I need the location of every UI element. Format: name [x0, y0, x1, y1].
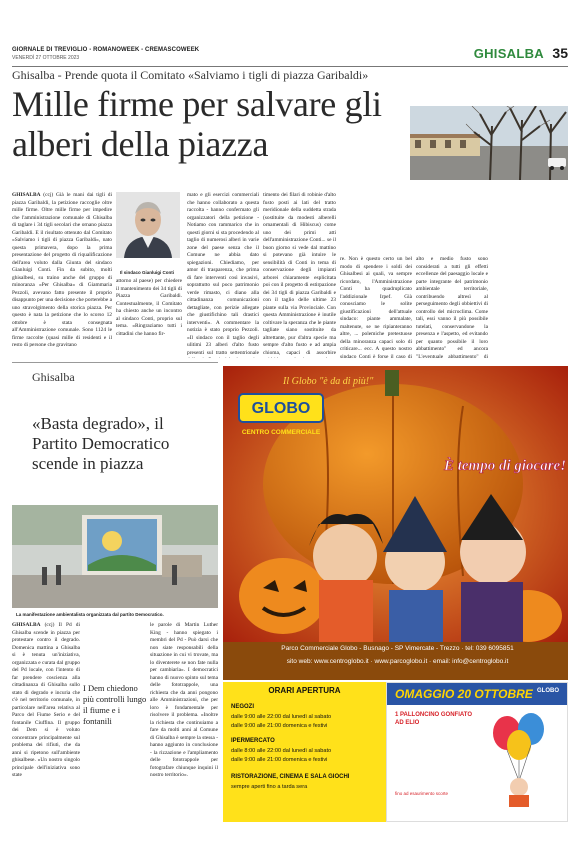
mayor-photo-caption: Il sindaco Gianluigi Conti [120, 270, 175, 275]
ad-headline: È tempo di giocare! [443, 458, 567, 474]
article1-column-2: attorno al paese) per chiedere il mantenimento dei 34 tigli di Piazza Garibaldi. Contestualmente, il Comitato ha chiesto anche un incontro al sindaco Conti, proprio sul tema. «Ringraziamo tutti i cittadini che hanno fir- [116, 278, 182, 337]
article1-kicker: Ghisalba - Prende quota il Comitato «Salviamo i tigli di piazza Garibaldi» [12, 68, 369, 82]
article1-column-5: re. Non è questo certo un bel modo di spendere i soldi dei Ghisalbesi ai quali, va sempre ricordato, l'Amministrazione Conti ha quadruplicato l'addizionale Irpef. Già conosciamo le solite giustificazioni dell'attuale sindaco: piante ammalate, maltenute, se ne ripianteranno altre, ... polemiche pretestuose della minoranza capaci solo di criticare... ecc. A questo nostro sindaco Conti è forse il caso di [340, 256, 412, 358]
promo-title: OMAGGIO 20 OTTOBRE [395, 687, 533, 701]
protest-photo-caption: La manifestazione ambientalista organizzata dal partito Democratico. [16, 612, 164, 617]
hours-label-hypermarket: IPERMERCATO [231, 738, 275, 744]
section-label: GHISALBA [473, 46, 544, 61]
article1-column-6: alto e medio fusto sono considerati a tutti gli effetti eccellenze del paesaggio locale e parte integrante del patrimonio ambientale territoriale, contribuendo altresì al perseguimento degli obbiettivi di controllo del microclima. Come tali, essi vanno il più possibile tutelati, conservandone la presenza e l'aspetto, ed evitando per quanto possibile il loro abbattimento" ed ancora "L'eventuale abbattimento" di [416, 256, 488, 358]
opening-hours-title: ORARI APERTURA [268, 686, 341, 695]
article2-kicker: Ghisalba [32, 370, 75, 384]
hours-line: dalle 9:00 alle 22:00 dal lunedì al sabato [231, 714, 332, 720]
protest-photo [12, 505, 218, 608]
header-divider [12, 66, 568, 67]
ad-brand-subtitle: CENTRO COMMERCIALE [241, 429, 321, 436]
article2-dateline: GHISALBA [12, 622, 41, 628]
promo-logo: GLOBO [537, 688, 559, 694]
pull-quote: I Dem chiedono più controlli lungo il fiume e i fontanili [83, 683, 147, 726]
hours-label-dining: RISTORAZIONE, CINEMA E SALA GIOCHI [231, 774, 350, 780]
balloon-illustration [479, 711, 561, 807]
hours-line: dalle 9:00 alle 21:00 domenica e festivi [231, 723, 328, 729]
ad-address: Parco Commerciale Globo - Busnago - SP Vimercate - Trezzo · tel: 039 6095851 [281, 645, 514, 652]
promo-gift: 1 PALLONCINO GONFIATO AD ELIO [395, 712, 473, 726]
article2-title: «Basta degrado», il Partito Democratico scende in piazza [32, 414, 170, 473]
hours-line: dalle 9:00 alle 21:00 domenica e festivi [231, 757, 328, 763]
article1-column-4: timento dei filari di robinie d'alto fusto posti ai lati del tratto meridionale della suddetta strada (sostituite da modesti alberelli ornamentali di Hibiscus) come uno dei primi atti dell'amministrazione Conti... se il buon giorno si vede dal mattino si potevano già intuire le sensibilità di Conti in tema di conservazione degli impianti arborei chiaramente esplicitata poi con il progetto di estirpazione dei 34 tigli di piazza Garibaldi e con il taglio delle ultime 23 piante sulla via Provinciale. Con questa Amministrazione è inutile coltivare la speranza che le piante tagliate siano sostituite da altrettante, pur d'altra specie ma sempre d'alto fusto e ad ampia chioma, capaci di assorbire [263, 192, 336, 356]
article1-column-3: mato e gli esercizi commerciali che hanno collaborato a questa raccolta - hanno confermato gli organizzatori della petizione - Notiamo con rammarico che in questi giorni si sta procedendo al taglio di numerosi alberi in varie zone del paese senza che il Comune ne abbia dato spiegazioni. Chiediamo, per amor di trasparenza, che prima di fare interventi così invasivi, soprattutto sul poco patrimonio verde rimasto, ci diano alla cittadinanza comunicazioni dettagliate, con perizie allegate che giustifichino tali drastici interventi». A commentare la notizia è stato proprio Pezzoli. «Il sindaco con il taglio degli ulitimi 23 alberi d'alto fusto presenti sul tratto settentrionale [187, 192, 259, 356]
article2-column-1-text: (ccj) Il Pd di Ghisalba scende in piazza per protestare contro il degrado. Domenica mattina a Ghisalba si è tenuta un'iniziativa, organizzata e curata dal gruppo del Pd locale, con l'intento di far prendere coscienza alla cittadinanza di Ghisalba sullo stato di degrado e incuria che c'è nel territorio comunale, in particolare nell'area relativa al Parco del Fiume Serio e del fontanile Ciuffina. Il gruppo dei Dem si è voluto concentrare principalmente sul problema dei rifiuti, che da anni si ripetono sull'ambiente ghisalbese. «Un nostro singolo principale dell'iniziativa sono state [12, 622, 80, 778]
article1-column-1-text: (ccj) Già le mani dai tigli di piazza Garibaldi, la petizione raccoglie oltre mille firme. Oltre mille firme per impedire che l'amministrazione comunale di Ghisalba di taglare i 34 tigli secolari che ornano piazza Garibaldi. E il risultato ottenuto dal Comitato «Salviamo i tigli di piazza Garibaldi», nato questa primavera, dopo la prima presentazione del progetto di riqualificazione dell'area voluto dalla Giunta del sindaco Gianluigi Conti. Fin da subito, molti ghisalbesi, su traino anche del gruppo di minoranza «Per Ghisalba» di Giammaria Pezzoli, avevano fatto presente il proprio disappunto per una decisione che porterebbe a uno stravolgimento della storica piazza. Per questo è nata la petizione che lo scorso 12 ottobre è stata consegnata all'Amministrazione comunale. Sono 1124 le firme raccolte (quasi mille di residenti e il resto di persone che gravitano [12, 192, 112, 348]
ad-brand: GLOBO [251, 400, 311, 417]
article1-dateline: GHISALBA [12, 192, 41, 198]
article1-column-1 [12, 192, 112, 358]
article1-title: Mille firme per salvare gli alberi della piazza [12, 84, 382, 164]
trees-photo [410, 106, 568, 180]
article2-column-2: le parole di Martin Luther King - hanno spiegato i membri del Pd - Può darsi che non siate responsabili della situazione in cui vi trovate, ma lo diventerete se non fate nulla per cambiarla». I democratici hanno di nuovo spinto sul tema delle fototrappole, una richiesta che da anni pongono alle Amministrazioni, che per loro è fondamentale per risolvere il problema. «Inoltre la richiesta che continuiamo a fare da molti anni al Comune di Ghisalba è sempre la stessa - hanno aggiunto in conclusione - la rizzazione e l'ampliamento delle fototrappole per fotografare chiunque inquini il nostro territorio». [150, 622, 218, 778]
page-header [12, 45, 568, 65]
promo-box[interactable] [386, 682, 568, 822]
ad-website-links[interactable]: sito web: www.centroglobo.it · www.parcoglobo.it · email: info@centroglobo.it [286, 658, 509, 665]
hours-line: sempre aperti fino a tarda sera [231, 784, 308, 790]
section-divider [12, 362, 218, 363]
opening-hours-box [223, 682, 386, 822]
page-number: 35 [552, 45, 568, 61]
hours-label-shops: NEGOZI [231, 704, 255, 710]
issue-date: VENERDÌ 27 OTTOBRE 2023 [12, 55, 80, 61]
promo-note: fino ad esaurimento scorte [395, 791, 449, 796]
publication-name: GIORNALE DI TREVIGLIO - ROMANOWEEK - CREMASCOWEEK [12, 47, 200, 53]
article2-column-1 [12, 622, 80, 828]
advertisement-banner[interactable] [223, 366, 568, 642]
mayor-portrait-photo [116, 192, 180, 258]
ad-slogan: Il Globo "è da di più!" [283, 376, 374, 387]
hours-line: dalle 8:00 alle 22:00 dal lunedì al sabato [231, 748, 332, 754]
